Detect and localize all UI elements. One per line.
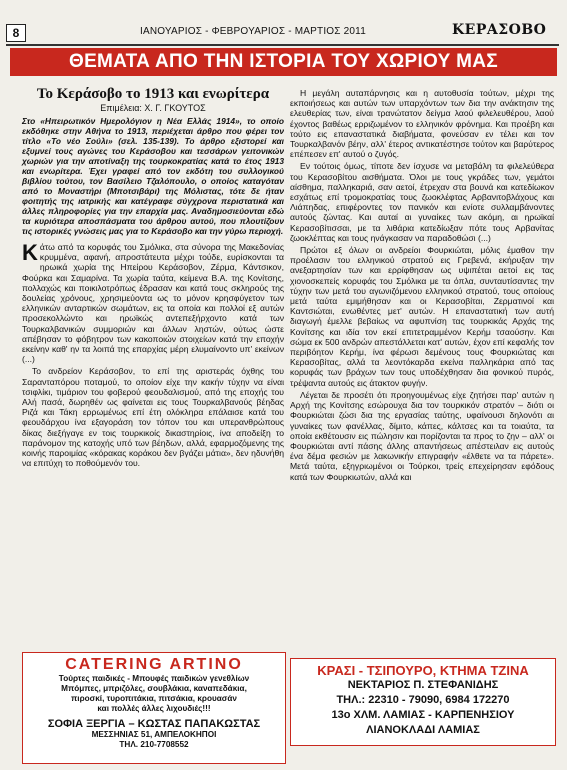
advert-address: ΜΕΣΣΗΝΙΑΣ 51, ΑΜΠΕΛΟΚΗΠΟΙ — [91, 730, 217, 739]
advert-line: Μπόμπες, μπριζόλες, σουβλάκια, καναπεδάκια, — [61, 684, 247, 693]
section-banner: ΘΕΜΑΤΑ ΑΠΟ ΤΗΝ ΙΣΤΟΡΙΑ ΤΟΥ ΧΩΡΙΟΥ ΜΑΣ — [10, 48, 557, 76]
body-paragraph: Εν τούτοις όμως, τίποτε δεν ίσχυσε να μεταβάλη τα φιλελεύθερα του Κερασοβίτου αισθήματα. Όλοι με τους γκράδες των, γεμάτοι αίσθημα, παλληκαριά, σαν αετοί, έτρεχαν στα βουνά και κατεδίωκον εσχάτως επί τρομοκρατίας τους ζωοκλέφτας Αρβανιτοβλάχους και Λιάπηδας, επιφέροντες τον πανικόν και ενίοτε συλλαμβάνοντες αυτούς ζώντας. Και αυταί αι γυναίκες των ακόμη, αι ηρωϊκαί Κερασοβίτισσαι, με τα λιθάρια κατεδίωξαν πότε τους Αρβανίτας ζωοκλέπτας και τους ηνάγκασαν να παραδοθώσι (...) — [290, 161, 554, 243]
body-paragraph: Πρώτοι εξ όλων οι ανδρείοι Φουρκιώται, μόλις έμαθον την προέλασιν του ελληνικού στρατού εις Γρεβενά, εκήρυξαν την ανεξαρτησίαν των και ερρίφθησαν ως υψιπέται αετοί εις τας χιονοσκεπείς κορυφάς του Σμόλικα με τα όπλα, συνταυτίσαντες την τύχην των μετά του αγωνιζόμενου ελληνικού στρατού, τους οποίους μετά ταύτα εμιμήθησαν και οι Κερασοβίται, Ζερματινοί και Καντσιώται, ενωθέντες μετ' αυτών. Η επαναστατική των αυτή διαγωγή έμελλε βεβαίως να αφυπνίση τας τουρκικάς Αρχάς της Κονίτσης και ιδία τον εκεί επιτετραμμένον Κερήμ τσαούσην. Και σώμα εκ 500 ανδρών απεστάλλεται κατ' αυτών, έχον επί κεφαλής τον περιβόητον Κερήμ, ίνα φέρωσι δεμένους τους Φουρκιώτας και Κερασοβίτας, αλλά τα λεοντόκαρδα εκείνα παλληκάρια από τας κορυφάς των βράχων των τους υποδέχθησαν δια φονικού πυρός, τρέψαντα αυτούς εις άτακτον φυγήν. — [290, 245, 554, 388]
column-right — [290, 88, 554, 484]
body-paragraph: Το ανδρείον Κεράσοβον, το επί της αριστεράς όχθης του Σαρανταπόρου ποταμού, το οποίον είχε την κακήν τύχην να είναι τσιφλίκι, τιμάριον του φοβερού φεουδαλισμού, από της εποχής του Αλή πασά, δωρηθέν ως φαίνεται εις τους Τουρκαλβανούς βέηδας Ριζά και Τάκη ερρωμένως επί έτη ολόκληρα επάλαισε κατά του φεουδάρχου ίνα εξαγοράση τον τόπον του και υπερανθρώπους δίκας διεξήγαγε εν τοις τουρκικοίς δικαστηρίοις, ίνα αποδείξη το παράνομον της κατοχής υπό των βέηδων, αλλά, εφαρμοζόμενης της κοινής παροιμίας «κόρακας κοράκου δεν βγάζει μάτια», δεν ηδυνήθη να επιτύχη το ποθούμενόν του. — [22, 366, 284, 469]
advert-address: 13ο ΧΛΜ. ΛΑΜΙΑΣ - ΚΑΡΠΕΝΗΣΙΟΥ — [331, 709, 515, 721]
advert-place: ΛΙΑΝΟΚΛΑΔΙ ΛΑΜΙΑΣ — [366, 724, 480, 736]
page-number: 8 — [6, 24, 26, 42]
article-title: Το Κεράσοβο το 1913 και ενωρίτερα — [36, 86, 270, 102]
drop-cap: Κ — [22, 240, 38, 265]
advert-line: και πολλές άλλες λιχουδιές!!! — [97, 704, 211, 713]
advert-names: ΣΟΦΙΑ ΞΕΡΓΙΑ – ΚΩΣΤΑΣ ΠΑΠΑΚΩΣΤΑΣ — [47, 718, 261, 730]
body-paragraph: Η μεγάλη αυταπάρνησις και η αυτοθυσία τούτων, μέχρι της εκποιήσεως και αυτών των υπαρχόντων των δια την ανάκτησιν της ελευθερίας των, είναι τρανώτατον δείγμα λαού φιλελευθέρου, λαού έχοντος βαθέως ερριζωμένον το ελληνικόν φρόνημα. Και προέβη και τούτο εις επαναστατικά διαβήματα, φονεύσαν εν τέλει και τον Τουρκαλβανόν βέην, αλλ' έτερος αντικατέστησε τούτον και βαρύτερος επέπεσεν επ' αυτού ο ζυγός. — [290, 88, 554, 160]
advert-phone: ΤΗΛ. 210-7708552 — [119, 740, 189, 749]
advert-owner: ΝΕΚΤΑΡΙΟΣ Π. ΣΤΕΦΑΝΙΔΗΣ — [347, 679, 499, 691]
running-head: ΙΑΝΟΥΑΡΙΟΣ - ΦΕΒΡΟΥΑΡΙΟΣ - ΜΑΡΤΙΟΣ 2011 — [140, 26, 366, 37]
article-byline: Επιμέλεια: Χ. Γ. ΓΚΟΥΤΟΣ — [100, 103, 206, 113]
advert-line: Τούρτες παιδικές - Μπουφές παιδικών γενεθλίων — [58, 674, 250, 683]
column-left — [22, 116, 284, 470]
intro-paragraph: Στο «Ηπειρωτικόν Ημερολόγιον η Νέα Ελλάς 1914», το οποίο εκδόθηκε στην Αθήνα το 1913, περιέχεται άρθρο που φέρει τον τίτλο «Το νέο Σούλι» (σελ. 135-139). Το άρθρο εξιστορεί και εξυμνεί τους αγώνες του Κεράσοβου και τεσσάρων γειτονικών χωριών για την αποτίναξη της τουρκοκρατίας κατά το έτος 1913 και ενωρίτερα. Έχει γραφεί από τον εκδότη του συλλογικού βιβλίου τούτου, τον Βασίλειο Τζαλόπουλο, ο οποίος καταγόταν από το Μοναστήρι (Μποτσιβάρι) της Μόλιστας, τότε δε ήταν φοιτητής της ιατρικής και κατέγραφε σύγχρονα περιστατικά και άλλες πληροφορίες για την επαρχία μας. Αναδημοσιεύονται εδώ τα κυριότερα αποσπάσματα του άρθρου αυτού, που πλουτίζουν τις ιστορικές γνώσεις μας για το Κεράσοβο και την γύρω περιοχή. — [22, 116, 284, 236]
body-paragraph — [22, 242, 284, 364]
body-paragraph: Λέγεται δε προσέτι ότι προηγουμένως είχε ζητήσει παρ' αυτών η Αρχή της Κονίτσης εσώρουχα δια τον τουρκικόν στρατόν – διότι οι Φουρκιώται ζώσι δια της εργασίας ταύτης, υφαίνουσι δηλονότι αι γυναίκες των φανέλλας, δίμιτο, κάπες, κάλτσες και τα τοιαύτα, τα οποία εκθέτουσιν εις πώλησιν και πορίζονται τα προς το ζην – αλλ' οι Φουρκιώται αντί πάσης άλλης απαντήσεως απέστειλαν εις αυτούς ένα δέμα φεσιών με λακωνικήν επιγραφήν «έλθετε να τα πάρετε». Μετά ταύτα, εξηγριωμένοι οι Τούρκοι, τρείς επεχείρησαν εφόδους κατά των Φουρκιωτών, αλλά και — [290, 389, 554, 482]
catering-advert — [22, 652, 286, 764]
paragraph-text: άτω από τα κορυφάς του Σμόλικα, στα σύνορα της Μακεδονίας κρυμμένα, αφανή, απροστάτευτα μέχρι τούδε, ευρίσκονται τα ηρωικά χωρία της Ηπείρου Κεράσοβον, Ζέρμα, Κάντσικον, Φούρκα και Σαμαρίνα. Τα χωρία ταύτα, κείμενα Β.Α. της Κονίτσης, πολλαχώς και ποικιλοτρόπως έδρασαν και κατά τους σκληρούς της δουλείας χρόνους, χρησιμεύοντα ως το μόνον κρησφύγετον των ελληνικών ανταρτικών σωμάτων, εις τα οποία και πολλοί εξ αυτών προσεκολλώντο και ηρωϊκώς αντεπεξήρχοντο κατά των Τουρκαλβανικών συμμοριών και άλλων ληστών, ούτως ώστε απέβησαν το φόβητρον των κακοποιών στοιχείων κατά την εποχήν εκείνην καθ' ην τα λοιπά της επαρχίας μέρη ελυμαίνοντο υπ' εκείνων (...) — [22, 242, 284, 365]
header-rule — [6, 44, 559, 46]
masthead-logo: ΚΕΡΑΣΟΒΟ — [452, 22, 547, 38]
advert-line: πιροσκί, τυροπιτάκια, πιτσάκια, κρουασάν — [71, 694, 237, 703]
article-intro — [22, 116, 284, 236]
advert-title: ΚΡΑΣΙ - ΤΣΙΠΟΥΡΟ, ΚΤΗΜΑ ΤΖΙΝΑ — [317, 663, 529, 678]
advert-phone: ΤΗΛ.: 22310 - 79090, 6984 172270 — [336, 694, 510, 706]
advert-title: CATERING ARTINO — [65, 656, 243, 673]
winery-advert — [290, 658, 556, 746]
